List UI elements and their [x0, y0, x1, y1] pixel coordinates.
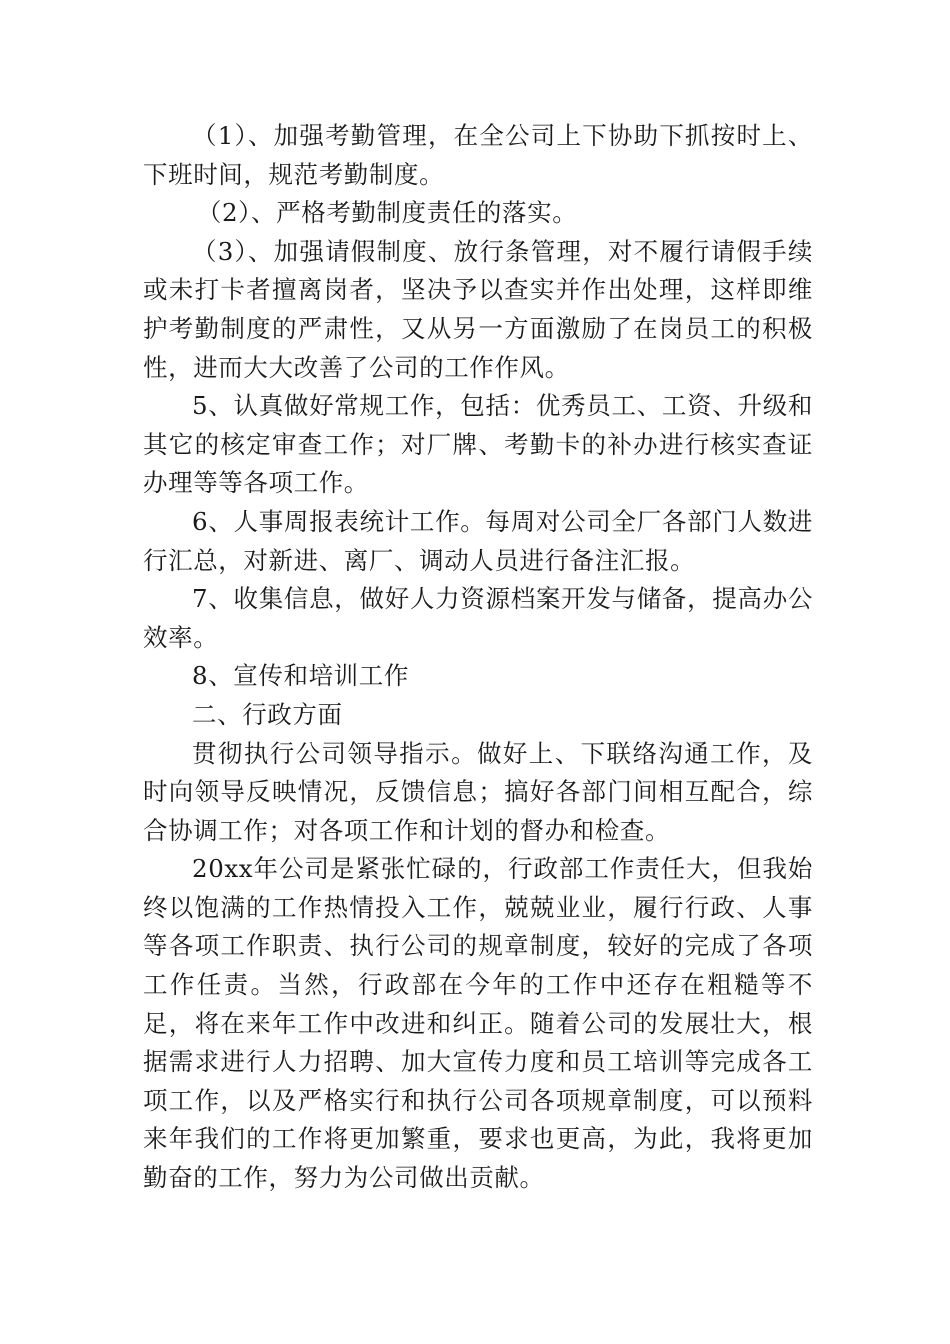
paragraph-attendance-responsibility: （2）、严格考勤制度责任的落实。	[196, 198, 578, 228]
paragraph-leave-management: （3）、加强请假制度、放行条管理，对不履行请假手续或未打卡者擅离岗者，坚决予以查实并作出处理，这样即维护考勤制度的严肃性，又从另一方面激励了在岗员工的积极性，进而大大改善了公司的工作作风。	[143, 236, 813, 382]
paragraph-attendance-management: （1）、加强考勤管理，在全公司上下协助下抓按时上、下班时间，规范考勤制度。	[143, 121, 813, 189]
paragraph-leadership-instructions: 贯彻执行公司领导指示。做好上、下联络沟通工作，及时向领导反映情况，反馈信息；搞好各部门间相互配合，综合协调工作；对各项工作和计划的督办和检查。	[143, 738, 813, 845]
document-body	[143, 117, 813, 1198]
paragraph-routine-work: 5、认真做好常规工作，包括：优秀员工、工资、升级和其它的核定审查工作；对厂牌、考勤卡的补办进行核实查证办理等等各项工作。	[143, 391, 813, 498]
paragraph-training: 8、宣传和培训工作	[192, 661, 409, 691]
section-heading-administration: 二、行政方面	[192, 699, 343, 729]
paragraph-weekly-report: 6、人事周报表统计工作。每周对公司全厂各部门人数进行汇总，对新进、离厂、调动人员进行备注汇报。	[143, 506, 813, 575]
paragraph-year-summary: 20xx年公司是紧张忙碌的，行政部工作责任大，但我始终以饱满的工作热情投入工作，兢兢业业，履行行政、人事等各项工作职责、执行公司的规章制度，较好的完成了各项工作任责。当然，行政部在今年的工作中还存在粗糙等不足，将在来年工作中改进和纠正。随着公司的发展壮大，根据需求进行人力招聘、加大宣传力度和员工培训等完成各工项工作，以及严格实行和执行公司各项规章制度，可以预料来年我们的工作将更加繁重，要求也更高，为此，我将更加勤奋的工作，努力为公司做出贡献。	[143, 854, 813, 1193]
paragraph-collect-information: 7、收集信息，做好人力资源档案开发与储备，提高办公效率。	[143, 584, 813, 652]
